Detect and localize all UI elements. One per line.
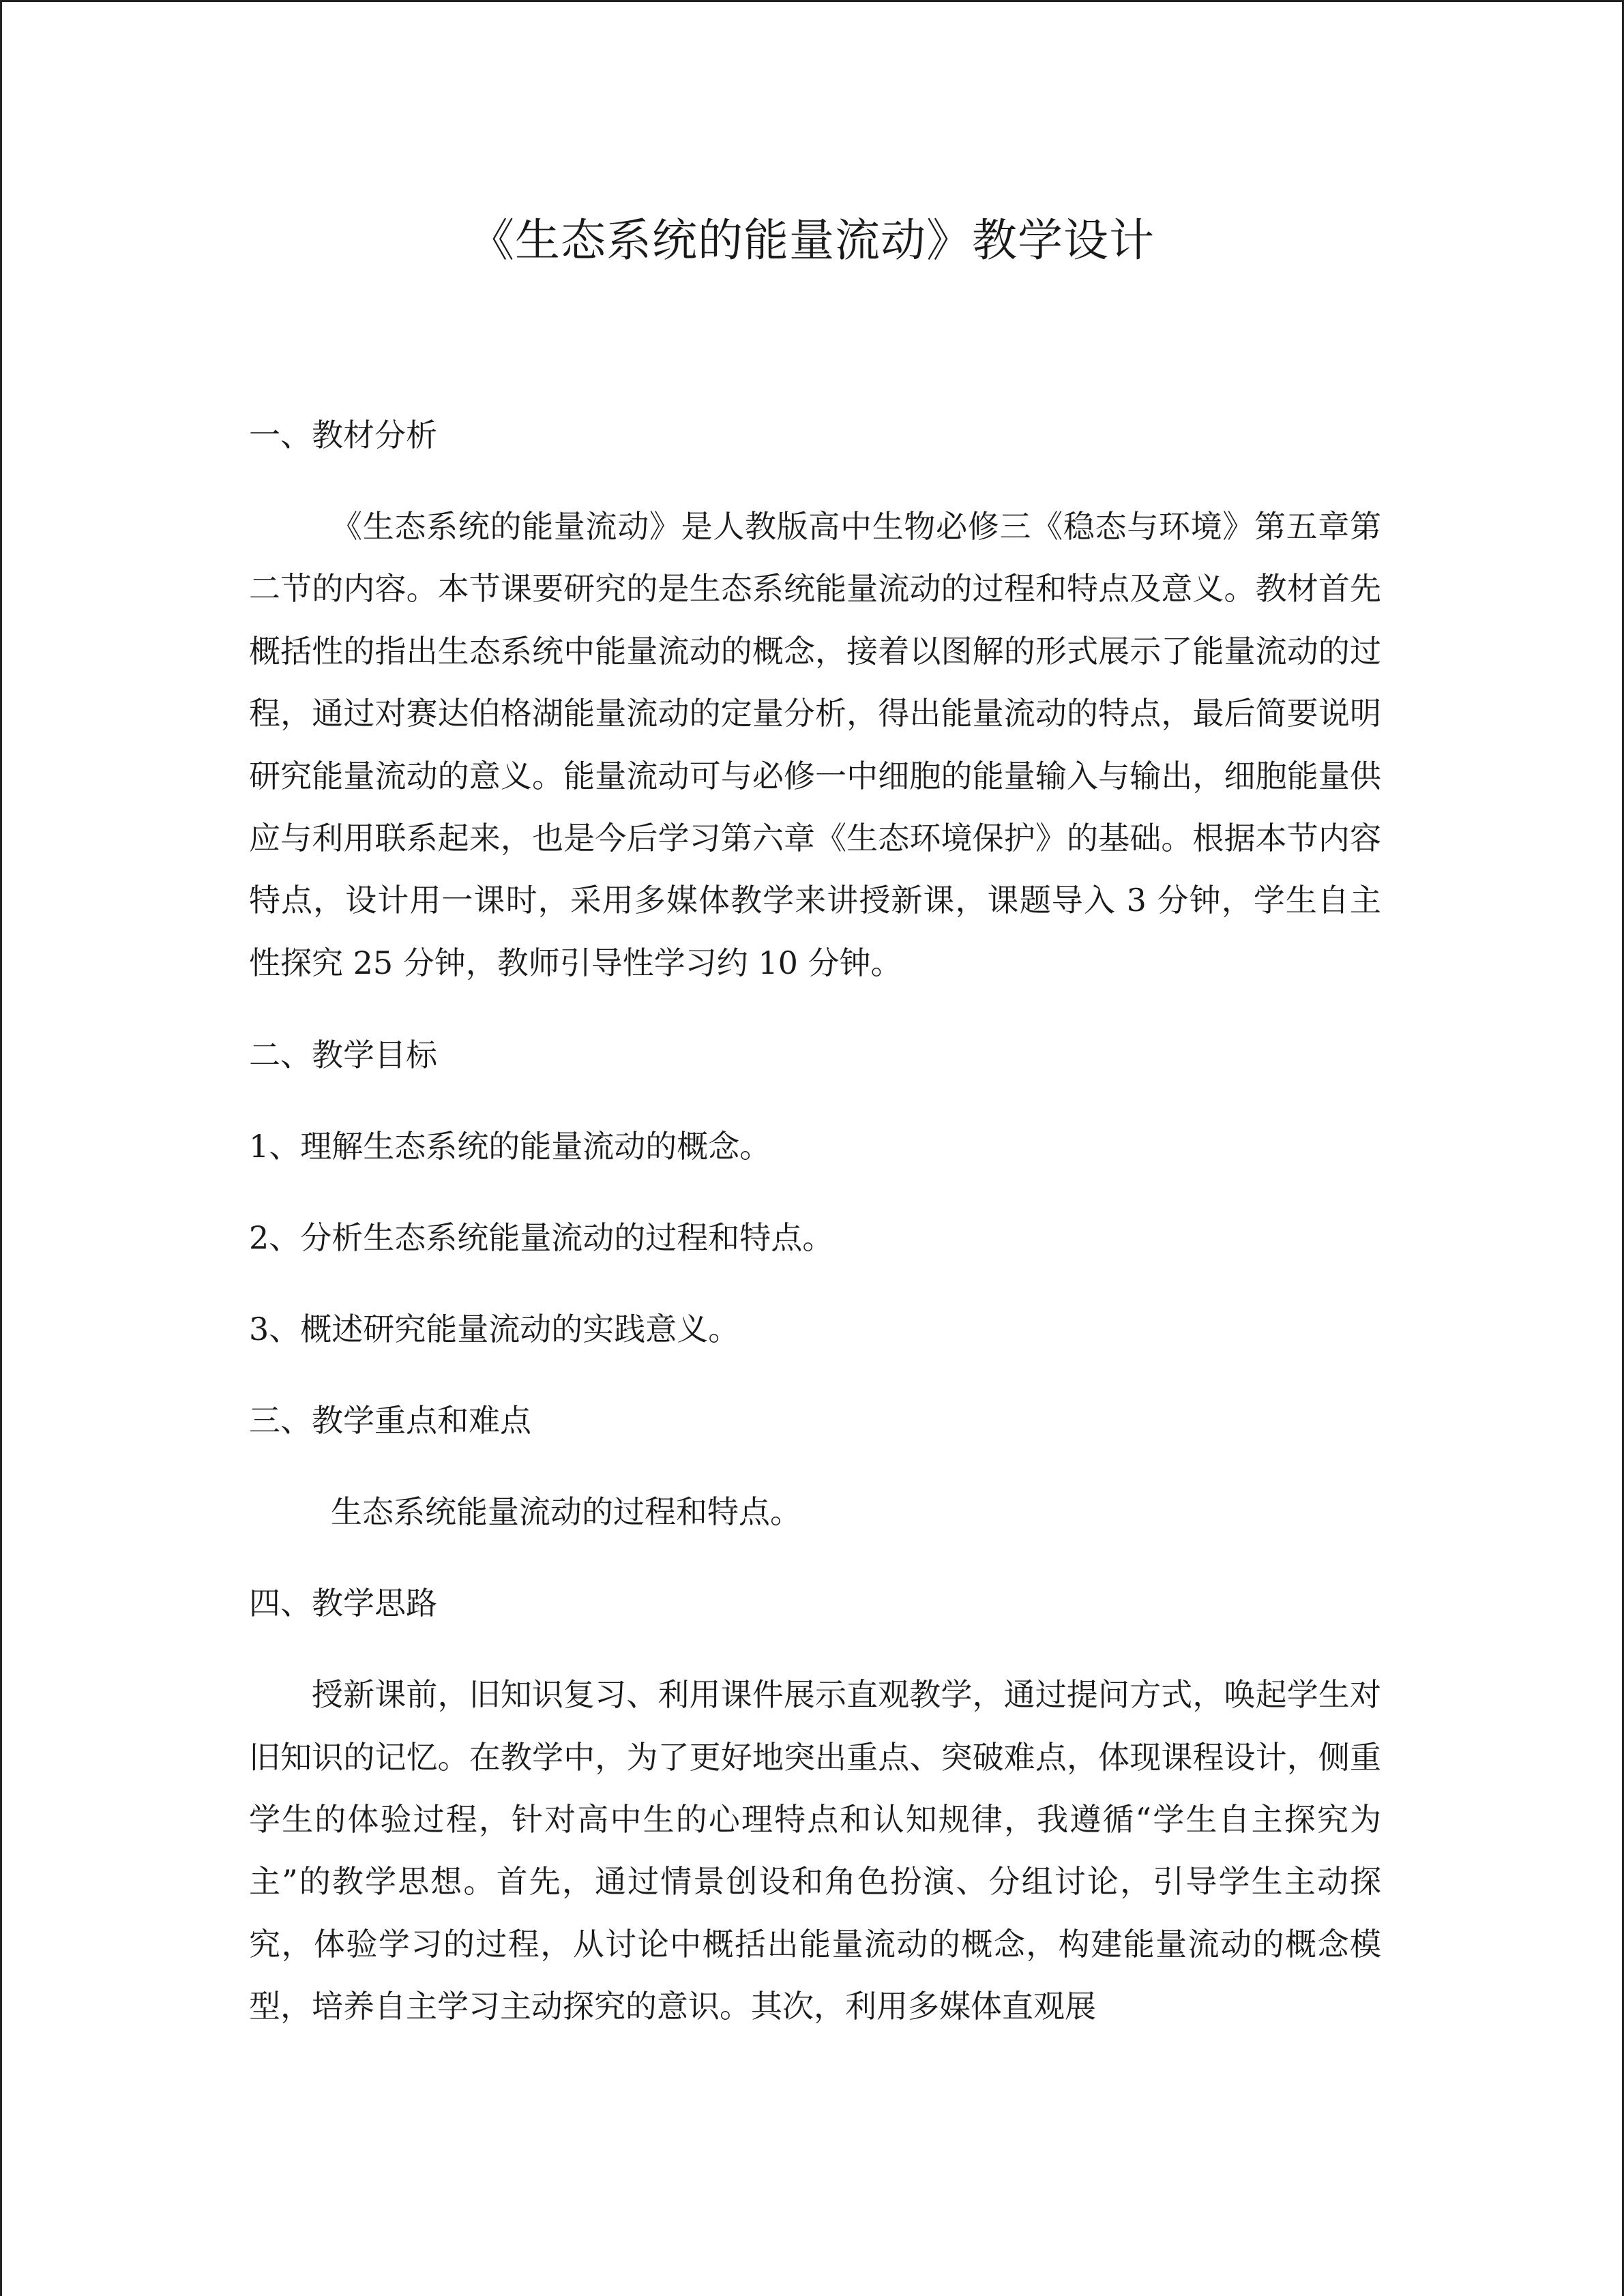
section-heading-key-points: 三、教学重点和难点 (249, 1402, 531, 1440)
section-heading-teaching-objectives: 二、教学目标 (249, 1037, 437, 1074)
key-points-text: 生态系统能量流动的过程和特点。 (331, 1493, 801, 1531)
document-body (249, 404, 1381, 2068)
objective-item: 3、概述研究能量流动的实践意义。 (249, 1311, 740, 1348)
section-heading-teaching-approach: 四、教学思路 (249, 1585, 437, 1622)
paragraph-textbook-analysis: 《生态系统的能量流动》是人教版高中生物必修三《稳态与环境》第五章第二节的内容。本节课要研究的是生态系统能量流动的过程和特点及意义。教材首先概括性的指出生态系统中能量流动的概念，接着以图解的形式展示了能量流动的过程，通过对赛达伯格湖能量流动的定量分析，得出能量流动的特点，最后简要说明研究能量流动的意义。能量流动可与必修一中细胞的能量输入与输出，细胞能量供应与利用联系起来，也是今后学习第六章《生态环境保护》的基础。根据本节内容特点，设计用一课时，采用多媒体教学来讲授新课，课题导入 3 分钟，学生自主性探究 25 分钟，教师引导性学习约 10 分钟。 (249, 508, 1381, 981)
section-heading-textbook-analysis: 一、教材分析 (249, 417, 437, 453)
objective-item: 1、理解生态系统的能量流动的概念。 (249, 1128, 771, 1165)
document-title: 《生态系统的能量流动》教学设计 (469, 214, 1155, 267)
paragraph-teaching-approach: 授新课前，旧知识复习、利用课件展示直观教学，通过提问方式，唤起学生对旧知识的记忆。在教学中，为了更好地突出重点、突破难点，体现课程设计，侧重学生的体验过程，针对高中生的心理特点和认知规律，我遵循“学生自主探究为主”的教学思想。首先，通过情景创设和角色扮演、分组讨论，引导学生主动探究，体验学习的过程，从讨论中概括出能量流动的概念，构建能量流动的概念模型，培养自主学习主动探究的意识。其次，利用多媒体直观展 (249, 1676, 1381, 2025)
objective-item: 2、分析生态系统能量流动的过程和特点。 (249, 1219, 834, 1257)
